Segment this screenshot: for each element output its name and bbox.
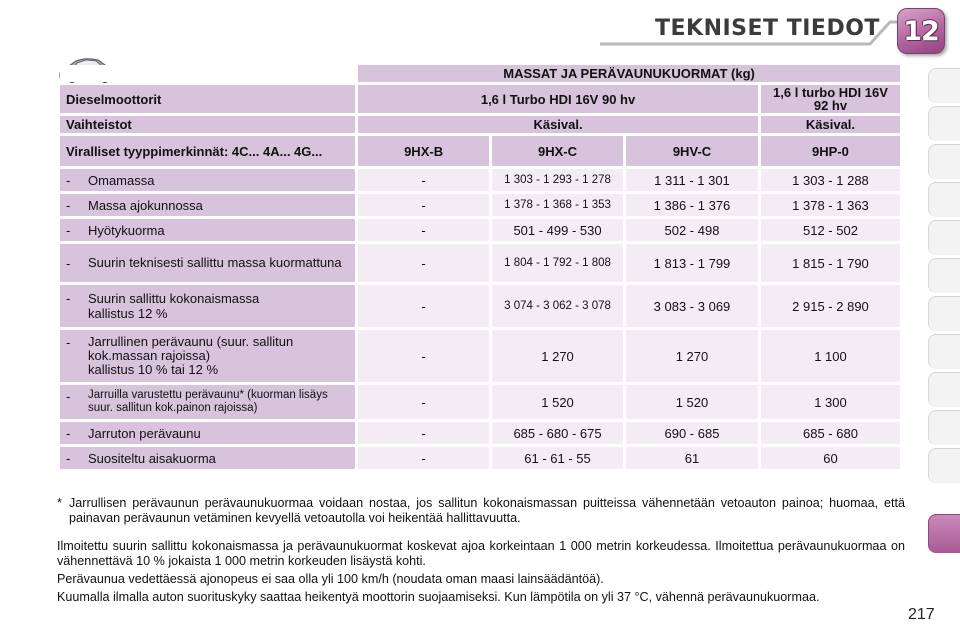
cell: -	[358, 244, 489, 282]
table-row: - Jarruton perävaunu - 685 - 680 - 675 690 - 685 685 - 680	[60, 422, 900, 444]
cell: 61 - 61 - 55	[492, 447, 623, 469]
type-code: 9HX-C	[492, 136, 623, 166]
row-label: Jarruilla varustettu perävaunu* (kuorman lisäys suur. sallitun kok.painon rajoissa)	[88, 389, 328, 414]
cell: 1 100	[761, 330, 900, 382]
chapter-number: 12	[903, 16, 939, 47]
page-number: 217	[908, 606, 935, 623]
paragraph: Ilmoitettu suurin sallittu kokonaismassa ja perävaunukuormat koskevat ajoa korkeintaan 1 000 metrin korkeudessa. Ilmoitettua perävaunukuormaa on vähennettävä 10 % jokaista 1 000 metrin korkeuden lisäystä kohti.	[57, 539, 905, 568]
cell: -	[358, 169, 489, 191]
cell: 1 311 - 1 301	[626, 169, 758, 191]
cell: 61	[626, 447, 758, 469]
chapter-tab-active[interactable]	[928, 514, 960, 553]
row-label: Massa ajokunnossa	[88, 197, 203, 213]
row-label: Suurin sallittu kokonaismassa	[88, 291, 260, 306]
cell: -	[358, 447, 489, 469]
chapter-tab[interactable]	[928, 258, 960, 293]
table-title: MASSAT JA PERÄVAUNUKUORMAT (kg)	[358, 65, 900, 82]
engine-row	[60, 85, 900, 113]
gearbox-row	[60, 116, 900, 133]
chapter-tab[interactable]	[928, 182, 960, 217]
cell: -	[358, 422, 489, 444]
cell: 1 303 - 1 288	[761, 169, 900, 191]
cell: 1 520	[626, 385, 758, 419]
table-row: - Massa ajokunnossa - 1 378 - 1 368 - 1 353 1 386 - 1 376 1 378 - 1 363	[60, 194, 900, 216]
cell: 690 - 685	[626, 422, 758, 444]
engine-col1: 1,6 l Turbo HDI 16V 90 hv	[358, 85, 758, 113]
chapter-tab[interactable]	[928, 296, 960, 331]
row-label: Suositeltu aisakuorma	[88, 450, 216, 466]
footnote-marker: *	[57, 496, 62, 510]
cell: 512 - 502	[761, 219, 900, 241]
engine-col2: 1,6 l turbo HDI 16V 92 hv	[761, 85, 900, 113]
row-label: Hyötykuorma	[88, 222, 165, 238]
cell: 1 300	[761, 385, 900, 419]
cell: 1 813 - 1 799	[626, 244, 758, 282]
cell: -	[358, 330, 489, 382]
table-row: - Jarruilla varustettu perävaunu* (kuorman lisäys suur. sallitun kok.painon rajoissa) - 1 520 1 520 1 300	[60, 385, 900, 419]
cell: -	[358, 385, 489, 419]
cell: 60	[761, 447, 900, 469]
footnote	[57, 496, 905, 526]
type-code: 9HP-0	[761, 136, 900, 166]
cell: 1 270	[626, 330, 758, 382]
chapter-tab[interactable]	[928, 220, 960, 255]
cell: 2 915 - 2 890	[761, 285, 900, 327]
gearbox-col2: Käsival.	[761, 116, 900, 133]
table-row: - Suurin sallittu kokonaismassa kallistus 12 % - 3 074 - 3 062 - 3 078 3 083 - 3 069 2 915 - 2 890	[60, 285, 900, 327]
chapter-tab[interactable]	[928, 372, 960, 407]
cell: -	[358, 194, 489, 216]
table-row: - Suurin teknisesti sallittu massa kuormattuna - 1 804 - 1 792 - 1 808 1 813 - 1 799 1 815 - 1 790	[60, 244, 900, 282]
cell: 1 520	[492, 385, 623, 419]
chapter-badge	[897, 8, 945, 54]
mass-table	[57, 62, 903, 472]
chapter-tab[interactable]	[928, 68, 960, 103]
cell: -	[358, 219, 489, 241]
gearbox-col1: Käsival.	[358, 116, 758, 133]
paragraph: Kuumalla ilmalla auton suorituskyky saattaa heikentyä moottorin suojaamiseksi. Kun lämpötila on yli 37 °C, vähennä perävaunukuormaa.	[57, 590, 820, 604]
section-title: TEKNISET TIEDOT	[655, 16, 880, 41]
cell: 685 - 680 - 675	[492, 422, 623, 444]
table-row: - Omamassa - 1 303 - 1 293 - 1 278 1 311 - 1 301 1 303 - 1 288	[60, 169, 900, 191]
cell: 1 378 - 1 363	[761, 194, 900, 216]
row-label: Jarrullinen perävaunu (suur. sallitun kok.massan rajoissa)	[88, 334, 294, 363]
type-code: 9HX-B	[358, 136, 489, 166]
row-label: Jarruton perävaunu	[88, 425, 201, 441]
cell: 1 378 - 1 368 - 1 353	[492, 194, 623, 216]
gearbox-label: Vaihteistot	[60, 116, 355, 133]
chapter-tab[interactable]	[928, 410, 960, 445]
cell: 1 804 - 1 792 - 1 808	[492, 244, 623, 282]
cell: 1 386 - 1 376	[626, 194, 758, 216]
cell: -	[358, 285, 489, 327]
row-label: Suurin teknisesti sallittu massa kuormattuna	[88, 254, 342, 270]
chapter-tab[interactable]	[928, 334, 960, 369]
engine-label: Dieselmoottorit	[60, 85, 355, 113]
table-row: - Jarrullinen perävaunu (suur. sallitun kok.massan rajoissa) kallistus 10 % tai 12 % - 1 270 1 270 1 100	[60, 330, 900, 382]
table-row: - Hyötykuorma - 501 - 499 - 530 502 - 498 512 - 502	[60, 219, 900, 241]
types-label: Viralliset tyyppimerkinnät: 4C... 4A... 4G...	[60, 136, 355, 166]
cell: 502 - 498	[626, 219, 758, 241]
types-row	[60, 136, 900, 166]
row-sublabel: kallistus 12 %	[88, 306, 168, 321]
cell: 501 - 499 - 530	[492, 219, 623, 241]
chapter-tab[interactable]	[928, 106, 960, 141]
chapter-tab[interactable]	[928, 144, 960, 179]
cell: 1 303 - 1 293 - 1 278	[492, 169, 623, 191]
cell: 3 083 - 3 069	[626, 285, 758, 327]
cell: 3 074 - 3 062 - 3 078	[492, 285, 623, 327]
row-sublabel: kallistus 10 % tai 12 %	[88, 362, 219, 377]
chapter-tabs	[928, 68, 960, 588]
row-label: Omamassa	[88, 172, 155, 188]
cell: 685 - 680	[761, 422, 900, 444]
notes	[57, 496, 905, 608]
footnote-text: Jarrullisen perävaunun perävaunukuormaa voidaan nostaa, jos sallitun kokonaismassan puitteissa vähennetään vetoauton painoa; huomaa, että painavan perävaunun vetäminen kevyellä vetoautolla voi heikentää hallittavuutta.	[69, 496, 905, 525]
table-title-row	[60, 65, 900, 82]
table-row: - Suositeltu aisakuorma - 61 - 61 - 55 61 60	[60, 447, 900, 469]
cell: 1 270	[492, 330, 623, 382]
chapter-tab[interactable]	[928, 448, 960, 483]
paragraph: Perävaunua vedettäessä ajonopeus ei saa olla yli 100 km/h (noudata oman maasi lainsäädäntöä).	[57, 572, 604, 586]
type-code: 9HV-C	[626, 136, 758, 166]
cell: 1 815 - 1 790	[761, 244, 900, 282]
